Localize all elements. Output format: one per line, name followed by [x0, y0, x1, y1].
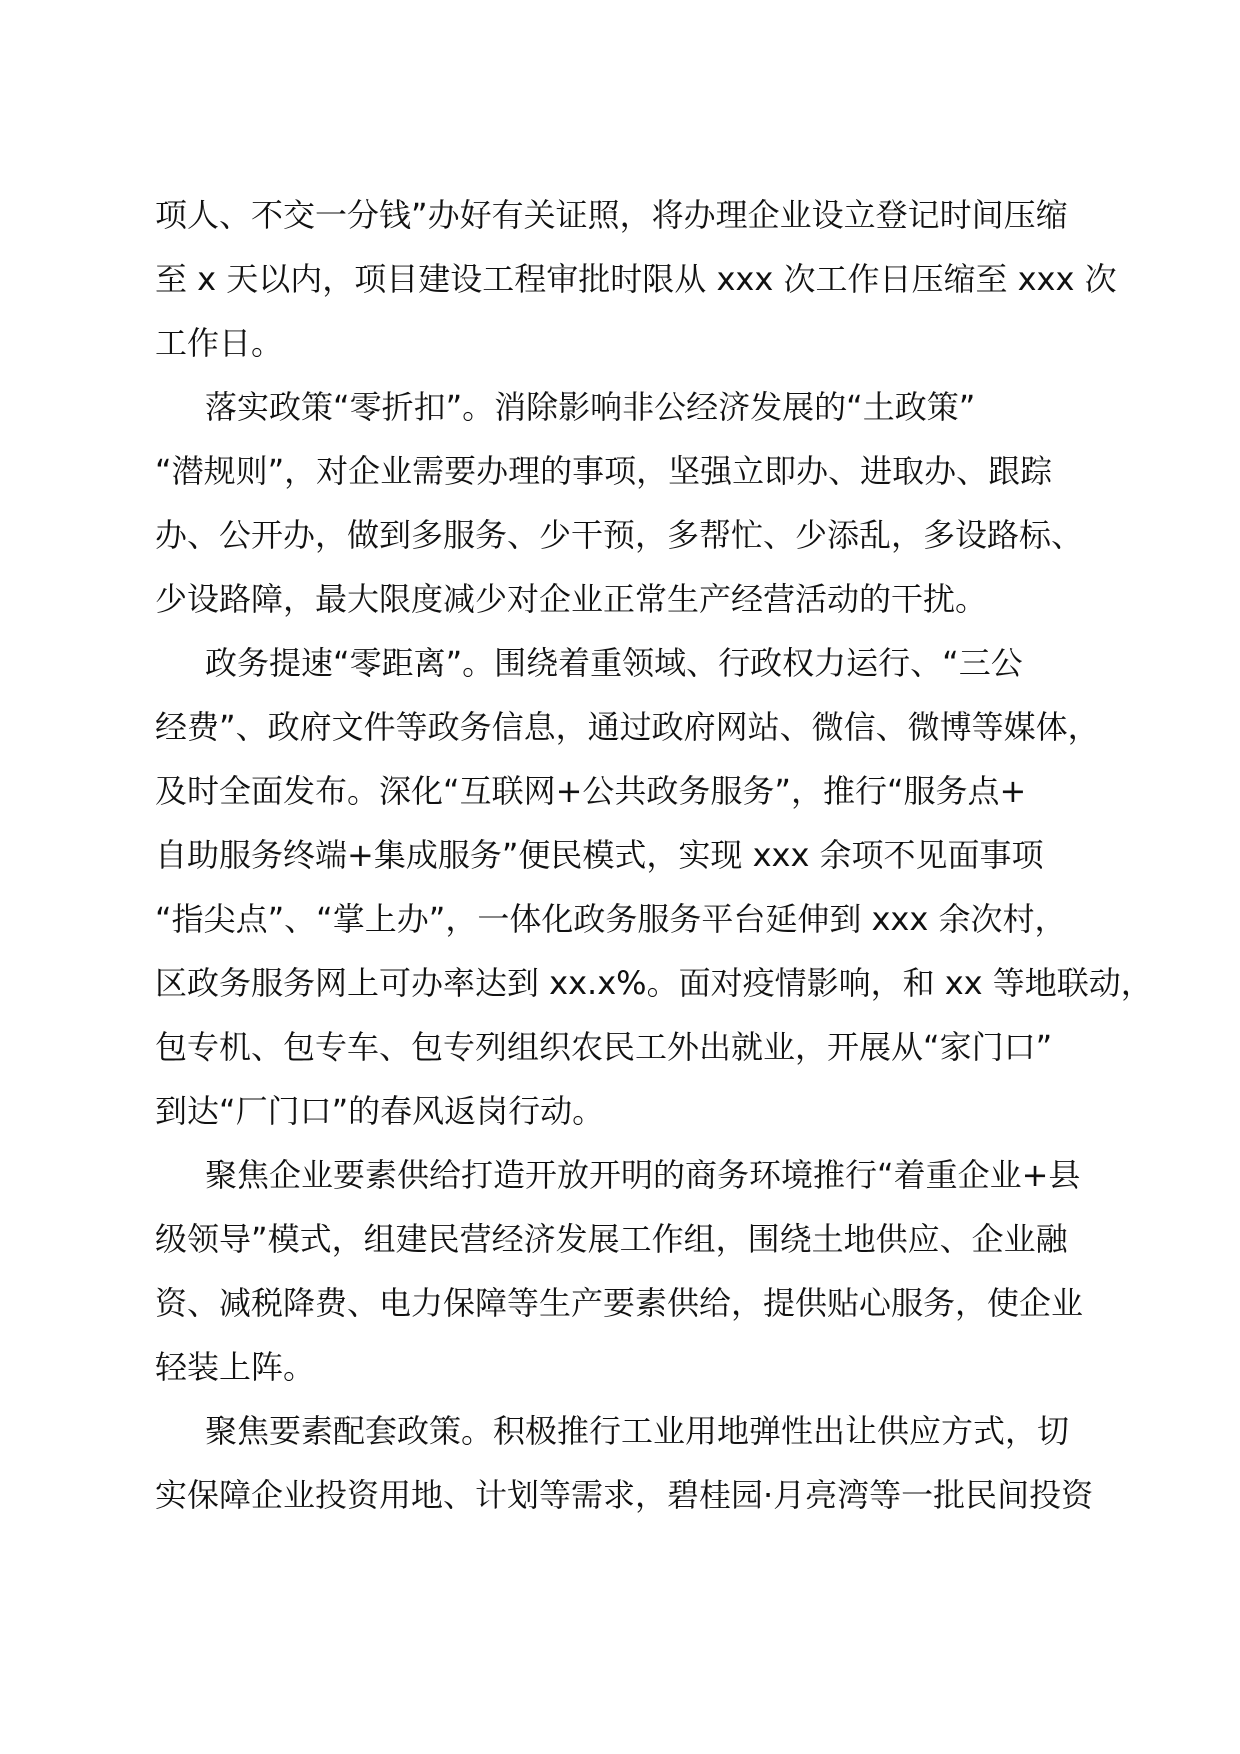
text-line: 经费”、政府文件等政务信息，通过政府网站、微信、微博等媒体，: [155, 708, 1100, 746]
text-line: “潜规则”，对企业需要办理的事项，坚强立即办、进取办、跟踪: [155, 452, 1053, 490]
text-line: 包专机、包专车、包专列组织农民工外出就业，开展从“家门口”: [155, 1028, 1053, 1066]
text-line: 及时全面发布。深化“互联网+公共政务服务”，推行“服务点+: [155, 772, 1027, 810]
text-line: 资、减税降费、电力保障等生产要素供给，提供贴心服务，使企业: [155, 1284, 1084, 1322]
text-line: “指尖点”、“掌上办”，一体化政务服务平台延伸到 xxx 余次村，: [155, 900, 1067, 938]
text-line: 项人、不交一分钱”办好有关证照，将办理企业设立登记时间压缩: [155, 196, 1068, 234]
text-line: 轻装上阵。: [155, 1348, 316, 1386]
text-line: 区政务服务网上可办率达到 xx.x%。面对疫情影响，和 xx 等地联动，: [155, 964, 1153, 1002]
text-line: 级领导”模式，组建民营经济发展工作组，围绕土地供应、企业融: [155, 1220, 1068, 1258]
paragraph-start-line: 聚焦企业要素供给打造开放开明的商务环境推行“着重企业+县: [205, 1156, 1081, 1194]
text-line: 实保障企业投资用地、计划等需求，碧桂园·月亮湾等一批民间投资: [155, 1476, 1094, 1514]
text-line: 到达“厂门口”的春风返岗行动。: [155, 1092, 605, 1130]
paragraph-start-line: 聚焦要素配套政策。积极推行工业用地弹性出让供应方式，切: [205, 1412, 1070, 1450]
text-line: 自助服务终端+集成服务”便民模式，实现 xxx 余项不见面事项: [155, 836, 1044, 874]
text-line: 办、公开办，做到多服务、少干预，多帮忙、少添乱，多设路标、: [155, 516, 1084, 554]
text-line: 少设路障，最大限度减少对企业正常生产经营活动的干扰。: [155, 580, 988, 618]
text-line: 至 x 天以内，项目建设工程审批时限从 xxx 次工作日压缩至 xxx 次: [155, 260, 1117, 298]
paragraph-start-line: 落实政策“零折扣”。消除影响非公经济发展的“土政策”: [205, 388, 976, 426]
paragraph-start-line: 政务提速“零距离”。围绕着重领域、行政权力运行、“三公: [205, 644, 1023, 682]
text-line: 工作日。: [155, 324, 284, 362]
